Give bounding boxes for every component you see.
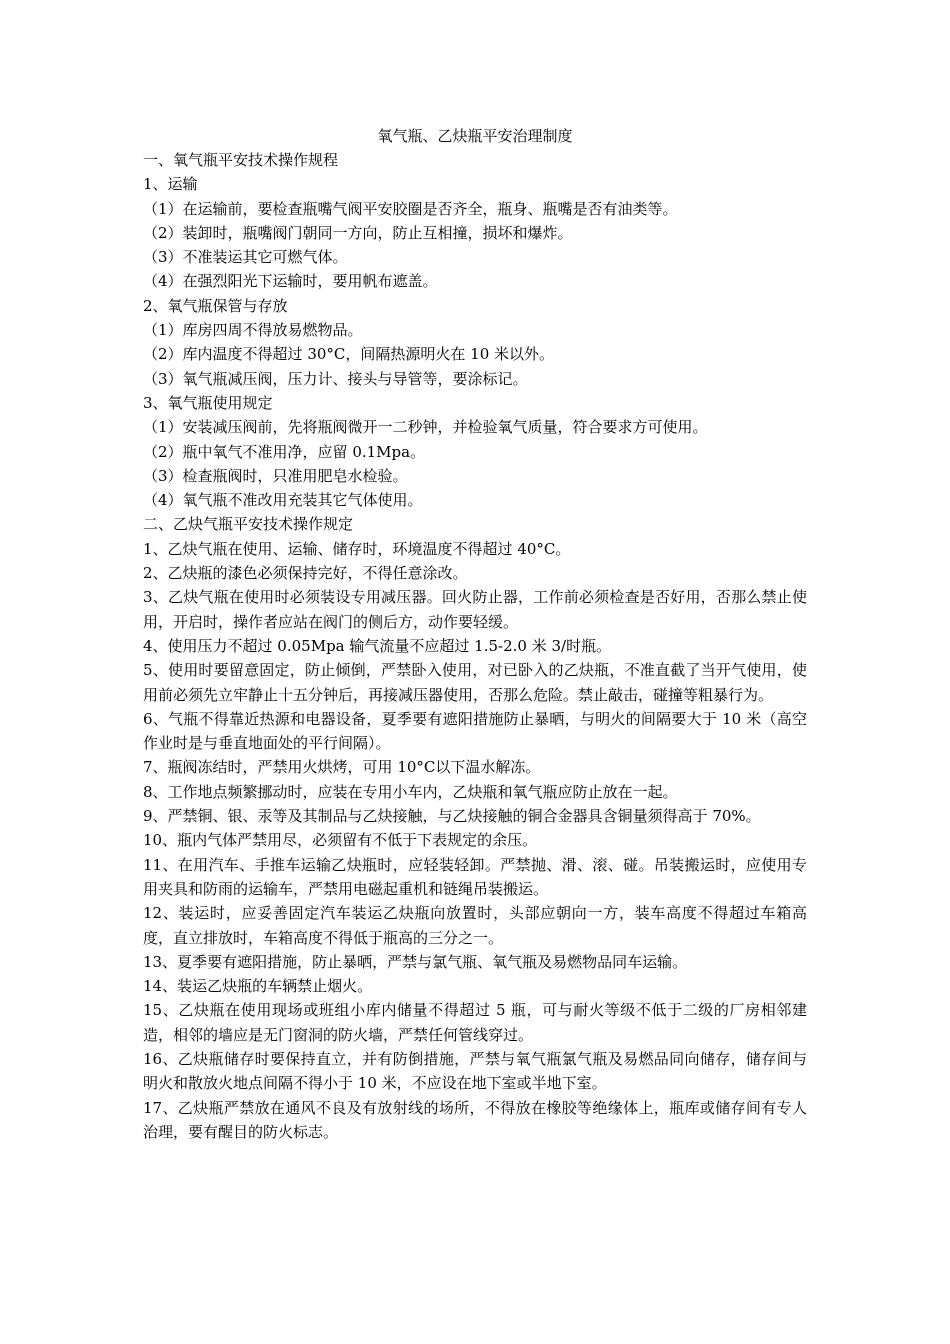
paragraph: 8、工作地点频繁挪动时，应装在专用小车内，乙炔瓶和氧气瓶应防止放在一起。	[143, 782, 678, 801]
paragraph: 3、乙炔气瓶在使用时必须装设专用减压器。回火防止器，工作前必须检查是否好用，否那么禁止使用，开启时，操作者应站在阀门的侧后方，动作要轻缓。	[143, 588, 807, 631]
paragraph: 6、气瓶不得靠近热源和电器设备，夏季要有遮阳措施防止暴晒，与明火的间隔要大于 10 米（高空作业时是与垂直地面处的平行间隔）。	[143, 709, 807, 753]
paragraph: 7、瓶阀冻结时，严禁用火烘烤，可用 10°C以下温水解冻。	[143, 758, 541, 777]
document-page	[143, 124, 807, 1144]
paragraph: 15、乙炔瓶在使用现场或班组小库内储量不得超过 5 瓶，可与耐火等级不低于二级的厂房相邻建造，相邻的墙应是无门窗洞的防火墙，严禁任何管线穿过。	[143, 1001, 807, 1044]
paragraph: 12、装运时，应妥善固定汽车装运乙炔瓶向放置时，头部应朝向一方，装车高度不得超过车箱高度，直立排放时，车箱高度不得低于瓶高的三分之一。	[143, 904, 807, 947]
section-heading-acetylene: 二、乙炔气瓶平安技术操作规定	[143, 515, 354, 534]
paragraph: （1）安装减压阀前，先将瓶阀微开一二秒钟，并检验氧气质量，符合要求方可使用。	[143, 418, 708, 437]
paragraph: 13、夏季要有遮阳措施，防止暴晒，严禁与氯气瓶、氧气瓶及易燃物品同车运输。	[143, 952, 688, 971]
subheading-storage: 2、氧气瓶保管与存放	[143, 296, 288, 315]
paragraph: （2）装卸时，瓶嘴阀门朝同一方向，防止互相撞，损坏和爆炸。	[143, 223, 573, 242]
paragraph: 14、装运乙炔瓶的车辆禁止烟火。	[143, 977, 373, 996]
paragraph: （4）氧气瓶不准改用充装其它气体使用。	[143, 491, 423, 510]
paragraph: （1）库房四周不得放易燃物品。	[143, 321, 363, 340]
paragraph: （3）检查瓶阀时，只准用肥皂水检验。	[143, 466, 408, 485]
paragraph: 11、在用汽车、手推车运输乙炔瓶时，应轻装轻卸。严禁抛、滑、滚、碰。吊装搬运时，应使用专用夹具和防雨的运输车，严禁用电磁起重机和链绳吊装搬运。	[143, 855, 807, 898]
paragraph: （1）在运输前，要检查瓶嘴气阀平安胶圈是否齐全，瓶身、瓶嘴是否有油类等。	[143, 199, 678, 218]
paragraph: 2、乙炔瓶的漆色必须保持完好，不得任意涂改。	[143, 564, 468, 583]
paragraph: 17、乙炔瓶严禁放在通风不良及有放射线的场所，不得放在橡胶等绝缘体上，瓶库或储存间有专人治理，要有醒目的防火标志。	[143, 1098, 807, 1141]
paragraph: （2）库内温度不得超过 30°C，间隔热源明火在 10 米以外。	[143, 345, 555, 364]
paragraph: 4、使用压力不超过 0.05Mpa 输气流量不应超过 1.5-2.0 米 3/时瓶。	[143, 636, 612, 655]
subheading-transport: 1、运输	[143, 175, 198, 194]
document-title: 氧气瓶、乙炔瓶平安治理制度	[377, 127, 573, 145]
paragraph: （3）不准装运其它可燃气体。	[143, 248, 348, 267]
section-heading-oxygen: 一、氧气瓶平安技术操作规程	[143, 151, 339, 169]
paragraph: （2）瓶中氧气不准用净，应留 0.1Mpa。	[143, 442, 426, 461]
subheading-usage: 3、氧气瓶使用规定	[143, 393, 273, 412]
paragraph: 16、乙炔瓶储存时要保持直立，并有防倒措施，严禁与氧气瓶氯气瓶及易燃品同向储存，储存间与明火和散放火地点间隔不得小于 10 米，不应设在地下室或半地下室。	[143, 1049, 807, 1093]
paragraph: 1、乙炔气瓶在使用、运输、储存时，环境温度不得超过 40°C。	[143, 539, 571, 558]
paragraph: 9、严禁铜、银、汞等及其制品与乙炔接触，与乙炔接触的铜合金器具含铜量须得高于 70%。	[143, 807, 761, 826]
paragraph: （4）在强烈阳光下运输时，要用帆布遮盖。	[143, 272, 438, 291]
paragraph: 10、瓶内气体严禁用尽，必须留有不低于下表规定的余压。	[143, 831, 538, 850]
document-body	[143, 148, 807, 1144]
paragraph: （3）氧气瓶减压阀，压力计、接头与导管等，要涂标记。	[143, 369, 528, 388]
paragraph: 5、使用时要留意固定，防止倾倒，严禁卧入使用，对已卧入的乙炔瓶，不准直截了当开气使用，使用前必须先立牢静止十五分钟后，再接减压器使用，否那么危险。禁止敲击，碰撞等粗暴行为。	[143, 661, 807, 704]
